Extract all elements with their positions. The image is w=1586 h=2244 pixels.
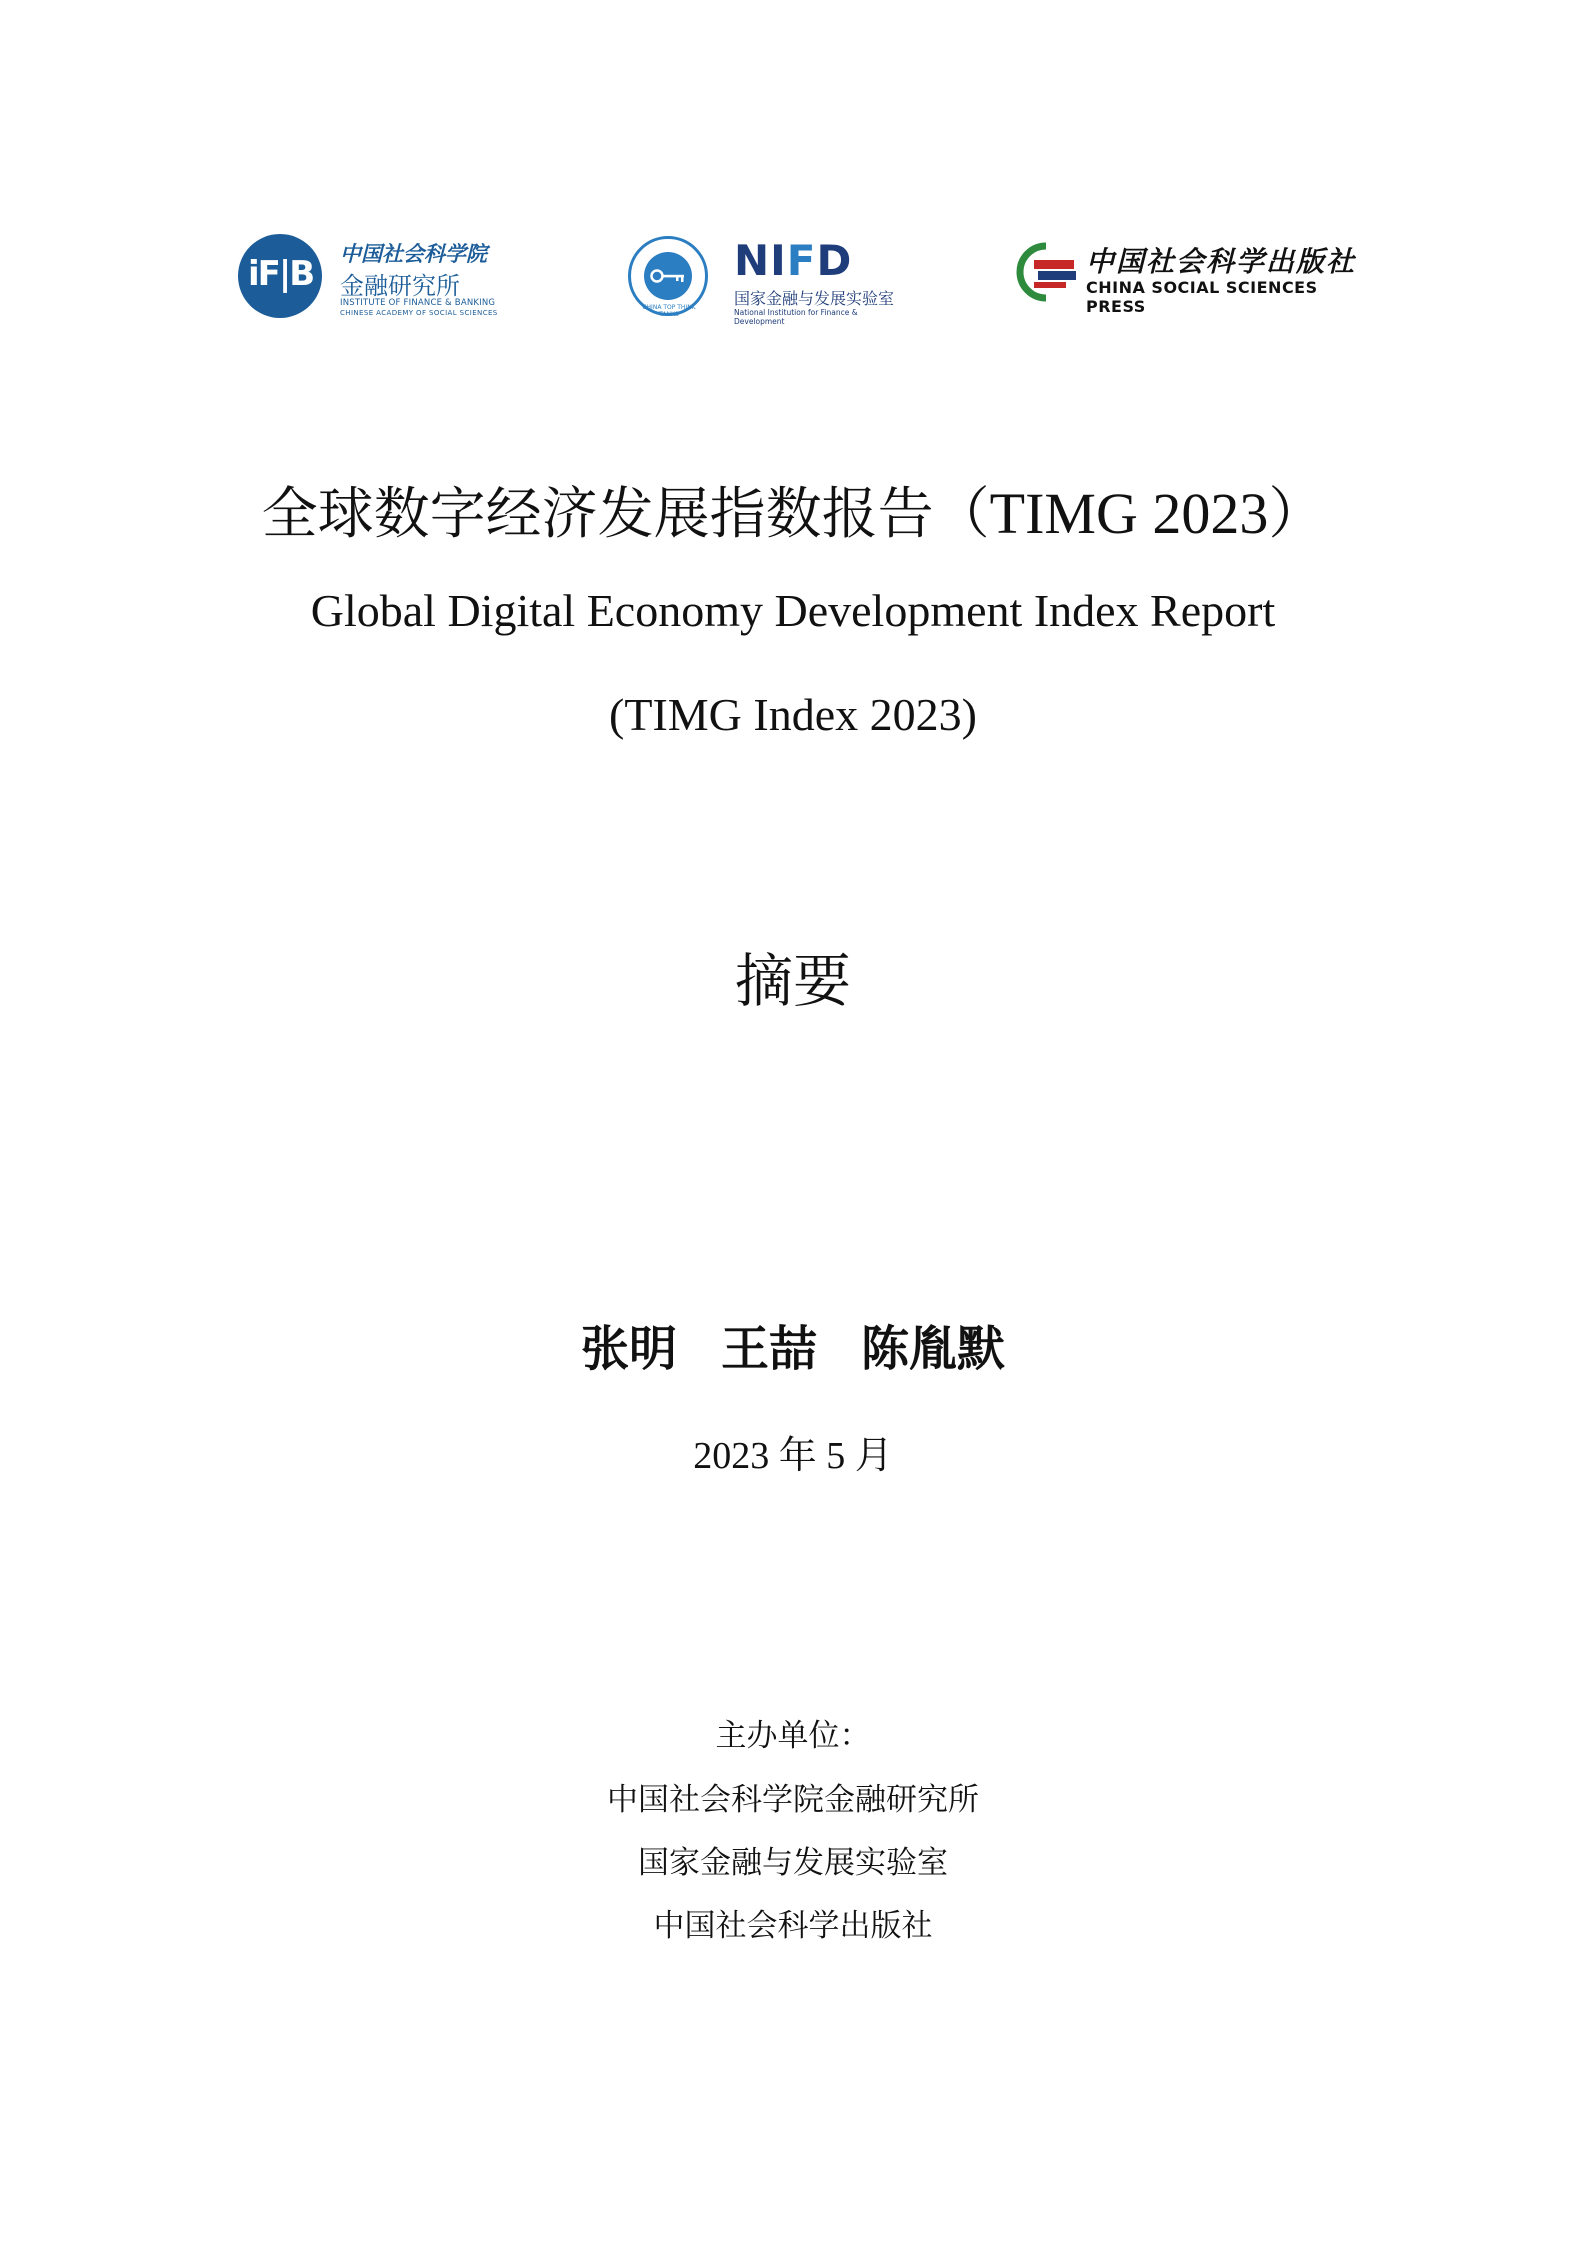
sponsor-item: 中国社会科学院金融研究所	[607, 1782, 979, 1818]
cssp-emblem-icon	[1016, 242, 1080, 302]
report-title-cn	[0, 470, 1586, 550]
title-cn-suffix: ）	[1268, 482, 1325, 547]
sponsor-item: 国家金融与发展实验室	[638, 1845, 948, 1881]
nifd-acronym-n: NI	[734, 236, 787, 285]
author-1: 张明	[580, 1321, 677, 1377]
report-title-en-sub: (TIMG Index 2023)	[609, 689, 977, 740]
title-cn-prefix: 全球数字经济发展指数报告（	[261, 482, 990, 547]
ifb-logo	[238, 230, 498, 320]
section-label: 摘要	[734, 947, 851, 1015]
nifd-acronym-d: D	[816, 236, 853, 285]
nifd-name-cn: 国家金融与发展实验室	[734, 289, 895, 308]
report-title-en: Global Digital Economy Development Index Report	[310, 585, 1276, 636]
sponsor-item: 中国社会科学出版社	[653, 1908, 933, 1944]
authors	[0, 1310, 1586, 1379]
ifb-english-line2: CHINESE ACADEMY OF SOCIAL SCIENCES	[340, 309, 498, 317]
report-date: 2023 年 5 月	[693, 1435, 893, 1477]
key-icon	[650, 268, 686, 284]
author-3: 陈胤默	[861, 1321, 1006, 1377]
nifd-logo	[628, 230, 908, 325]
title-cn-code: TIMG 2023	[989, 481, 1269, 546]
nifd-acronym	[734, 236, 852, 285]
ifb-name-line2: 金融研究所	[340, 272, 460, 300]
nifd-acronym-f: F	[786, 236, 817, 285]
nifd-ring-text: CHINA TOP THINK TANKS	[642, 304, 696, 318]
cssp-name-en: CHINA SOCIAL SCIENCES PRESS	[1086, 278, 1318, 316]
ifb-english-line1: INSTITUTE OF FINANCE & BANKING	[340, 298, 496, 308]
cssp-logo	[1016, 238, 1357, 316]
author-2: 王喆	[720, 1321, 817, 1377]
ifb-mark: iF|B	[248, 254, 314, 294]
sponsor-label: 主办单位：	[715, 1718, 871, 1754]
cssp-name-cn: 中国社会科学出版社	[1086, 245, 1357, 278]
ifb-name-line1: 中国社会科学院	[340, 242, 487, 266]
nifd-name-en: National Institution for Finance & Development	[734, 308, 858, 326]
